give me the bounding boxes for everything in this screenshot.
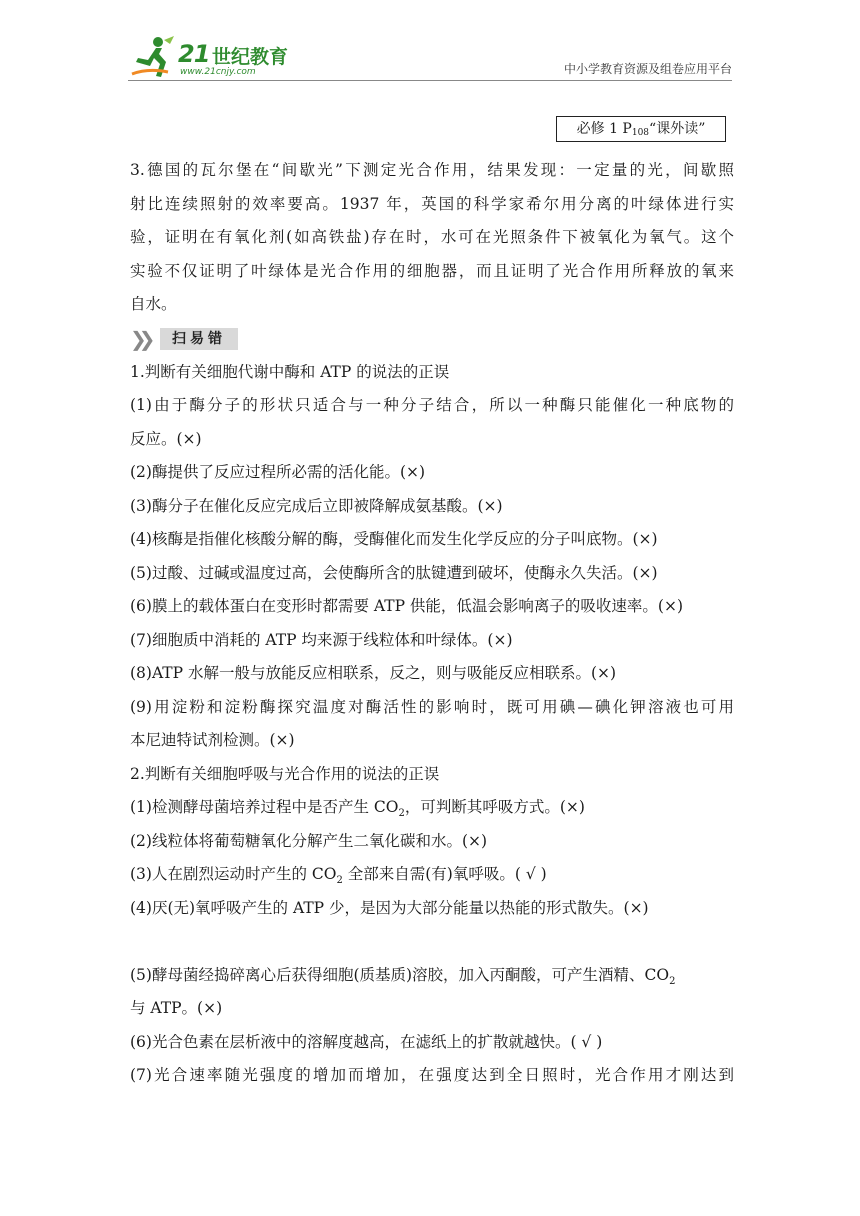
section-tag: [130, 326, 734, 352]
question-item: (6)膜上的载体蛋白在变形时都需要 ATP 供能，低温会影响离子的吸收速率。(×): [130, 597, 684, 615]
header-divider: [128, 80, 732, 81]
question-title: 1.判断有关细胞代谢中酶和 ATP 的说法的正误: [130, 362, 450, 381]
question-item: (1)检测酵母菌培养过程中是否产生 $CO_2$，可判断其呼吸方式。(×): [130, 798, 585, 820]
document-body: [130, 154, 734, 1093]
question-item: (4)核酶是指催化核酸分解的酶，受酶催化而发生化学反应的分子叫底物。(×): [130, 530, 658, 548]
paragraph-line: 3.德国的瓦尔堡在“间歇光”下测定光合作用，结果发现：一定量的光，间歇照: [130, 161, 734, 179]
paragraph-line: 自水。: [130, 295, 177, 313]
question-item: (2)酶提供了反应过程所必需的活化能。(×): [130, 463, 426, 481]
question-item: (6)光合色素在层析液中的溶解度越高，在滤纸上的扩散就越快。( √ ): [130, 1032, 603, 1051]
runner-icon: [128, 34, 178, 80]
page-header: [128, 30, 732, 82]
page-gap: [130, 925, 734, 959]
paragraph-line: 实验不仅证明了叶绿体是光合作用的细胞器，而且证明了光合作用所释放的氧来: [130, 261, 734, 280]
question-item: (5)过酸、过碱或温度过高，会使酶所含的肽键遭到破坏，使酶永久失活。(×): [130, 563, 658, 582]
platform-name: 中小学教育资源及组卷应用平台: [563, 62, 732, 76]
paragraph-line: 射比连续照射的效率要高。1937 年，英国的科学家希尔用分离的叶绿体进行实: [130, 194, 734, 213]
question-item: (5)酵母菌经捣碎离心后获得细胞(质基质)溶胶，加入丙酮酸，可产生酒精、$CO_2$: [130, 965, 676, 987]
textbook-reference: 必修 1 $P_{108}“$课外读”: [556, 116, 726, 142]
question-item: (3)人在剧烈运动时产生的 $CO_2$ 全部来自需(有)氧呼吸。( √ ): [130, 865, 547, 887]
question-item: (7)细胞质中消耗的 ATP 均来源于线粒体和叶绿体。(×): [130, 630, 513, 649]
paragraph-line: 验，证明在有氧化剂(如高铁盐)存在时，水可在光照条件下被氧化为氧气。这个: [130, 228, 734, 246]
question-item: 本尼迪特试剂检测。(×): [130, 731, 295, 749]
question-item: 反应。(×): [130, 429, 202, 448]
question-item: (8)ATP 水解一般与放能反应相联系，反之，则与吸能反应相联系。(×): [130, 664, 617, 682]
logo-text: 世纪教育: [212, 46, 289, 68]
question-item: (7)光合速率随光强度的增加而增加，在强度达到全日照时，光合作用才刚达到: [130, 1066, 734, 1084]
logo-url: www.21cnjy.com: [180, 67, 256, 77]
logo-number: 21: [178, 40, 210, 68]
question-item: (9)用淀粉和淀粉酶探究温度对酶活性的影响时，既可用碘—碘化钾溶液也可用: [130, 697, 734, 716]
double-chevron-icon: ❯❯: [130, 326, 148, 351]
question-item: (4)厌(无)氧呼吸产生的 ATP 少，是因为大部分能量以热能的形式散失。(×): [130, 898, 649, 917]
section-tag-label: 扫易错: [160, 328, 238, 350]
question-item: (2)线粒体将葡萄糖氧化分解产生二氧化碳和水。(×): [130, 831, 488, 850]
question-item: (3)酶分子在催化反应完成后立即被降解成氨基酸。(×): [130, 496, 503, 515]
question-item: (1)由于酶分子的形状只适合与一种分子结合，所以一种酶只能催化一种底物的: [130, 396, 734, 414]
question-title: 2.判断有关细胞呼吸与光合作用的说法的正误: [130, 764, 440, 783]
logo: [128, 30, 328, 80]
question-item: 与 ATP。(×): [130, 999, 223, 1017]
